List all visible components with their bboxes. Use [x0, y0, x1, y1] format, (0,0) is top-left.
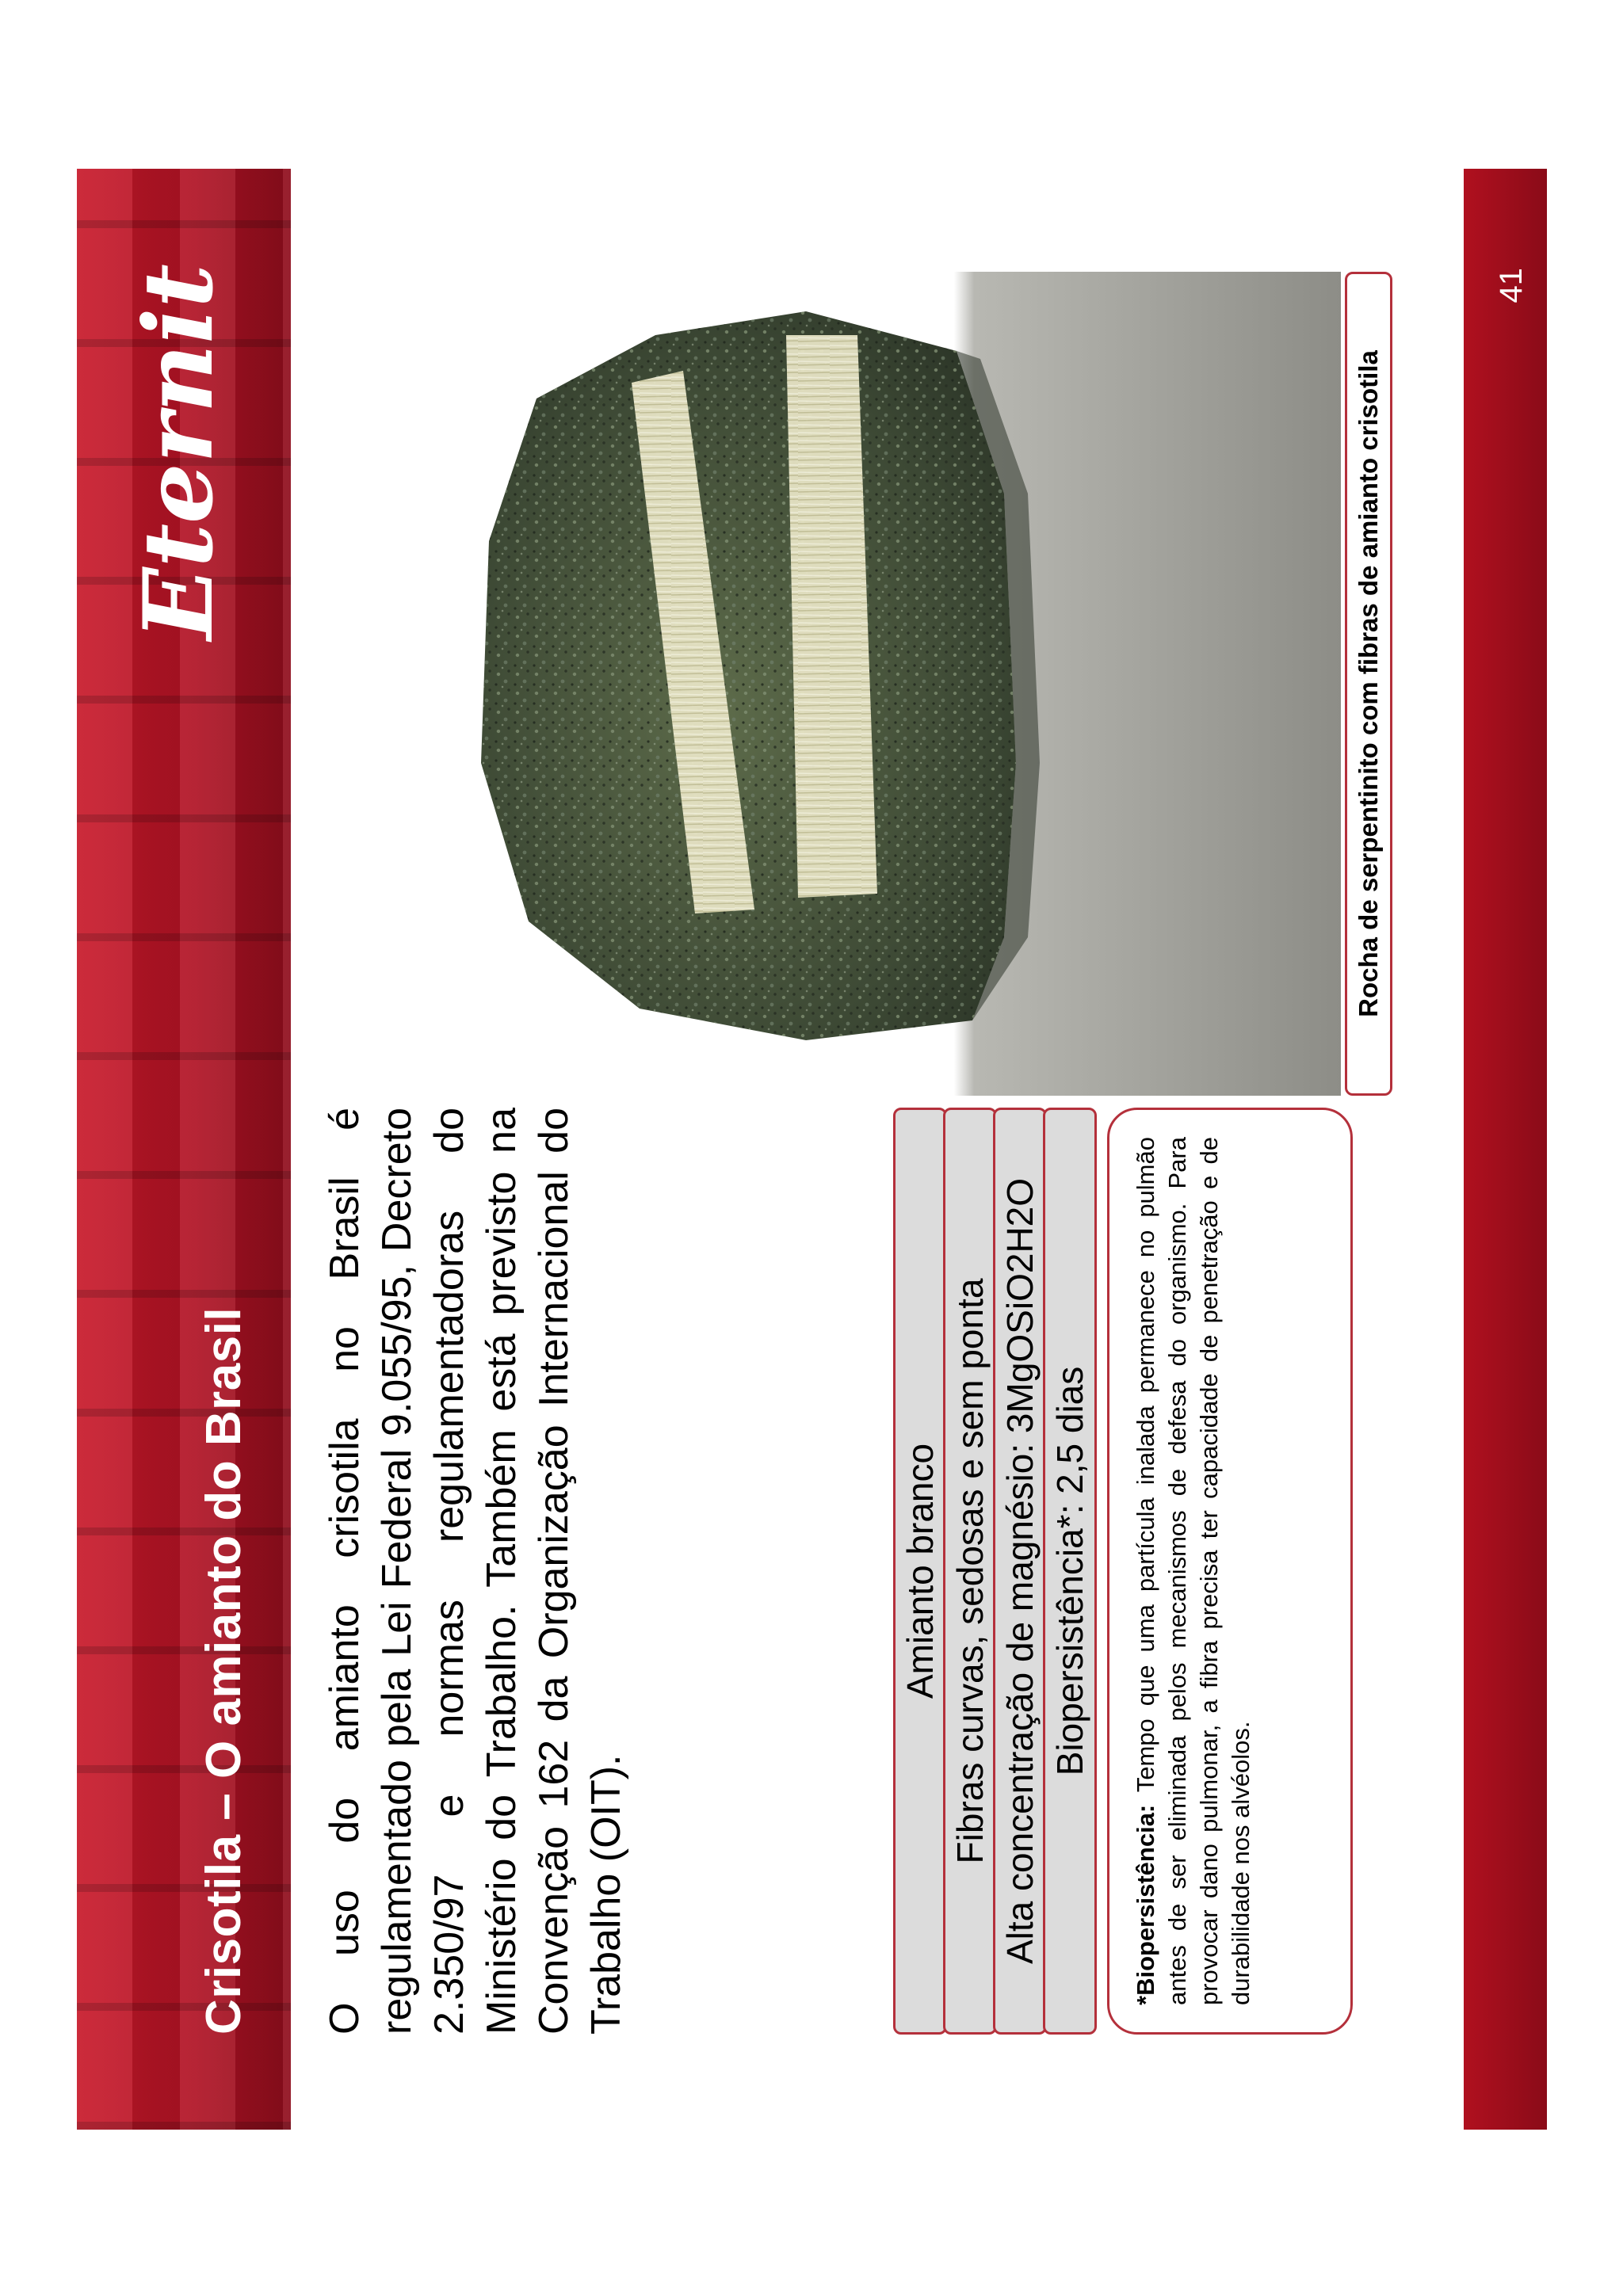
- note-term: *Biopersistência:: [1132, 1804, 1159, 2005]
- note-text: Tempo que uma partícula inalada permanece no pulmão antes de ser eliminada pelos mecanismos de defesa do organismo. Para provocar dano pulmonar, a fibra precisa ter capacidade de penetração e de durabilidade nos alvéolos.: [1132, 1137, 1254, 2005]
- image-caption: Rocha de serpentinito com fibras de amianto crisotila: [1345, 272, 1392, 1096]
- page-number: 41: [1494, 268, 1529, 303]
- biopersistence-note: [1107, 1108, 1353, 2035]
- eternit-logo: Eternit: [123, 264, 235, 640]
- body-paragraph: O uso do amianto crisotila no Brasil é regulamentado pela Lei Federal 9.055/95, Decreto 2.350/97 e normas regulamentadoras do Ministério do Trabalho. Também está previsto na Convenção 162 da Organização Internacional do Trabalho (OIT).: [322, 1108, 630, 2035]
- page-title: Crisotila – O amianto do Brasil: [197, 1306, 251, 2035]
- slide: [77, 169, 1547, 2130]
- footer-bar: [1464, 169, 1547, 2130]
- property-white-asbestos: Amianto branco: [893, 1108, 947, 2035]
- header-banner: [77, 169, 291, 2130]
- property-biopersistence: Biopersistência*: 2,5 dias: [1043, 1108, 1097, 2035]
- property-magnesium: Alta concentração de magnésio: 3MgOSiO2H2O: [993, 1108, 1047, 2035]
- property-fibers: Fibras curvas, sedosas e sem ponta: [943, 1108, 997, 2035]
- serpentinite-rock-image: [323, 272, 1341, 1096]
